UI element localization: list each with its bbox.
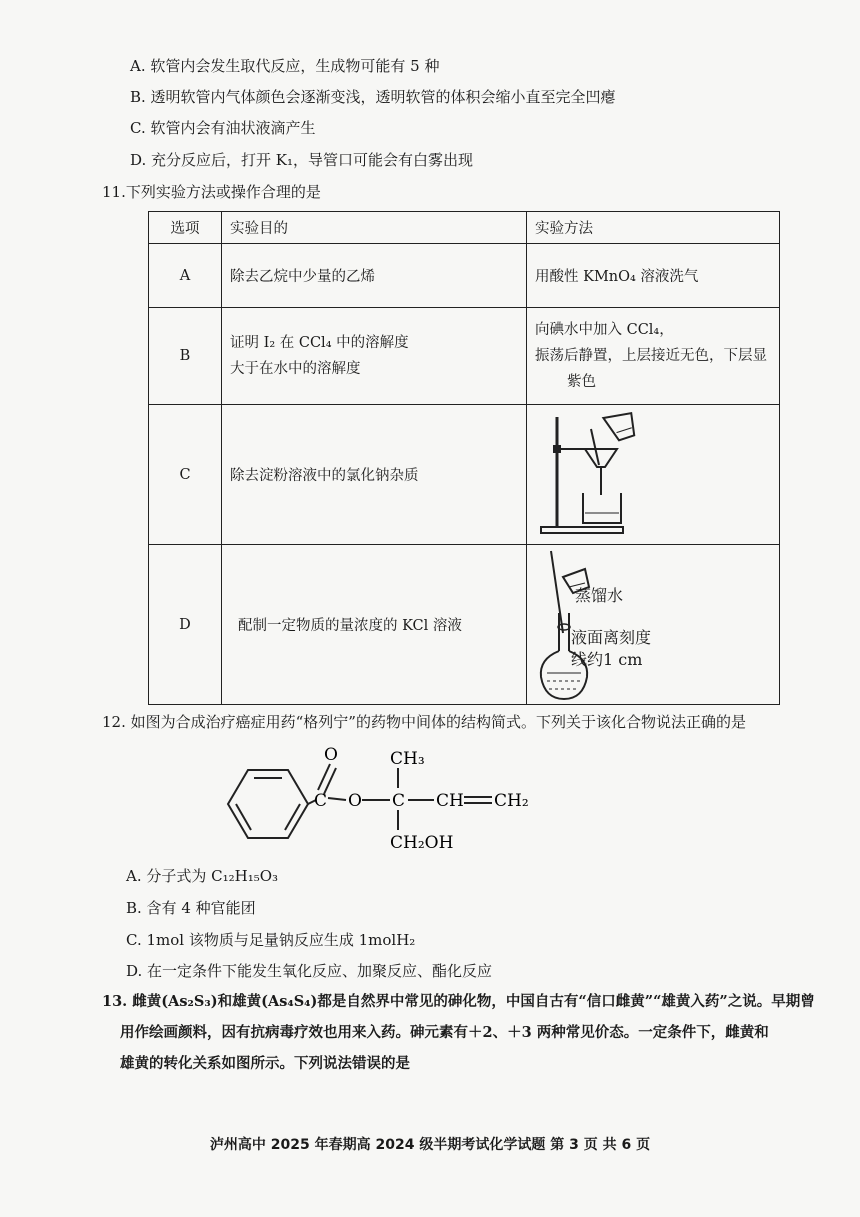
label-distance: 线约1 cm	[571, 650, 643, 669]
atom-c-quaternary: C	[392, 791, 406, 811]
row-method: 用酸性 KMnO₄ 溶液洗气	[527, 244, 780, 308]
q10-option-d: D. 充分反应后，打开 K₁，导管口可能会有白雾出现	[130, 151, 474, 169]
row-option: A	[149, 244, 222, 308]
header-purpose: 实验目的	[222, 212, 527, 244]
row-purpose	[222, 308, 527, 405]
label-distilled-water: 蒸馏水	[575, 586, 624, 605]
atom-c-carbonyl: C	[314, 791, 328, 811]
table-row	[149, 308, 780, 405]
method-line: 向碘水中加入 CCl₄，	[535, 322, 674, 338]
q13-line-3: 雄黄的转化关系如图所示。下列说法错误的是	[120, 1055, 410, 1072]
page-footer: 泸州高中 2025 年春期高 2024 级半期考试化学试题 第 3 页 共 6 页	[209, 1137, 651, 1153]
row-option: C	[149, 405, 222, 545]
label-meniscus: 液面离刻度	[571, 628, 652, 647]
row-option: D	[149, 545, 222, 705]
structural-formula	[220, 742, 550, 854]
q13-line-1: 13. 雌黄(As₂S₃)和雄黄(As₄S₄)都是自然界中常见的砷化物，中国自古有“信口雌黄”“雄黄入药”之说。早期曾	[102, 993, 815, 1010]
group-ch3: CH₃	[390, 749, 425, 769]
row-option: B	[149, 308, 222, 405]
atom-o-ester: O	[348, 791, 362, 811]
group-ch: CH	[436, 791, 464, 811]
q12-stem: 12. 如图为合成治疗癌症用药“格列宁”的药物中间体的结构简式。下列关于该化合物说法正确的是	[102, 713, 746, 731]
row-method	[527, 308, 780, 405]
q12-option-c: C. 1mol 该物质与足量钠反应生成 1molH₂	[126, 931, 416, 949]
atom-o-top: O	[324, 745, 338, 765]
q12-option-a: A. 分子式为 C₁₂H₁₅O₃	[126, 867, 279, 885]
q13-line-2: 用作绘画颜料，因有抗病毒疗效也用来入药。砷元素有＋2、＋3 两种常见价态。一定条件下，雌黄和	[120, 1024, 769, 1041]
group-ch2: CH₂	[494, 791, 529, 811]
row-purpose: 配制一定物质的量浓度的 KCl 溶液	[222, 545, 527, 705]
q10-option-c: C. 软管内会有油状液滴产生	[130, 119, 316, 137]
experiment-table	[148, 211, 780, 705]
table-row	[149, 244, 780, 308]
row-purpose: 除去乙烷中少量的乙烯	[222, 244, 527, 308]
header-method: 实验方法	[527, 212, 780, 244]
q11-stem: 11.下列实验方法或操作合理的是	[102, 183, 321, 201]
header-option: 选项	[149, 212, 222, 244]
method-line: 紫色	[567, 374, 596, 390]
q10-option-b: B. 透明软管内气体颜色会逐渐变浅，透明软管的体积会缩小直至完全凹瘪	[130, 88, 616, 106]
q12-option-b: B. 含有 4 种官能团	[126, 899, 256, 917]
method-line: 振荡后静置，上层接近无色，下层显	[535, 348, 767, 364]
table-header-row	[149, 212, 780, 244]
filtration-apparatus-icon	[535, 409, 645, 537]
table-row	[149, 545, 780, 705]
group-ch2oh: CH₂OH	[390, 833, 454, 853]
table-row	[149, 405, 780, 545]
q10-option-a: A. 软管内会发生取代反应，生成物可能有 5 种	[130, 57, 440, 75]
purpose-line: 大于在水中的溶解度	[230, 361, 361, 377]
filtration-diagram-cell	[527, 405, 780, 545]
volumetric-diagram-cell	[527, 545, 780, 705]
purpose-line: 证明 I₂ 在 CCl₄ 中的溶解度	[230, 335, 409, 351]
q12-option-d: D. 在一定条件下能发生氧化反应、加聚反应、酯化反应	[126, 962, 493, 980]
row-purpose: 除去淀粉溶液中的氯化钠杂质	[222, 405, 527, 545]
